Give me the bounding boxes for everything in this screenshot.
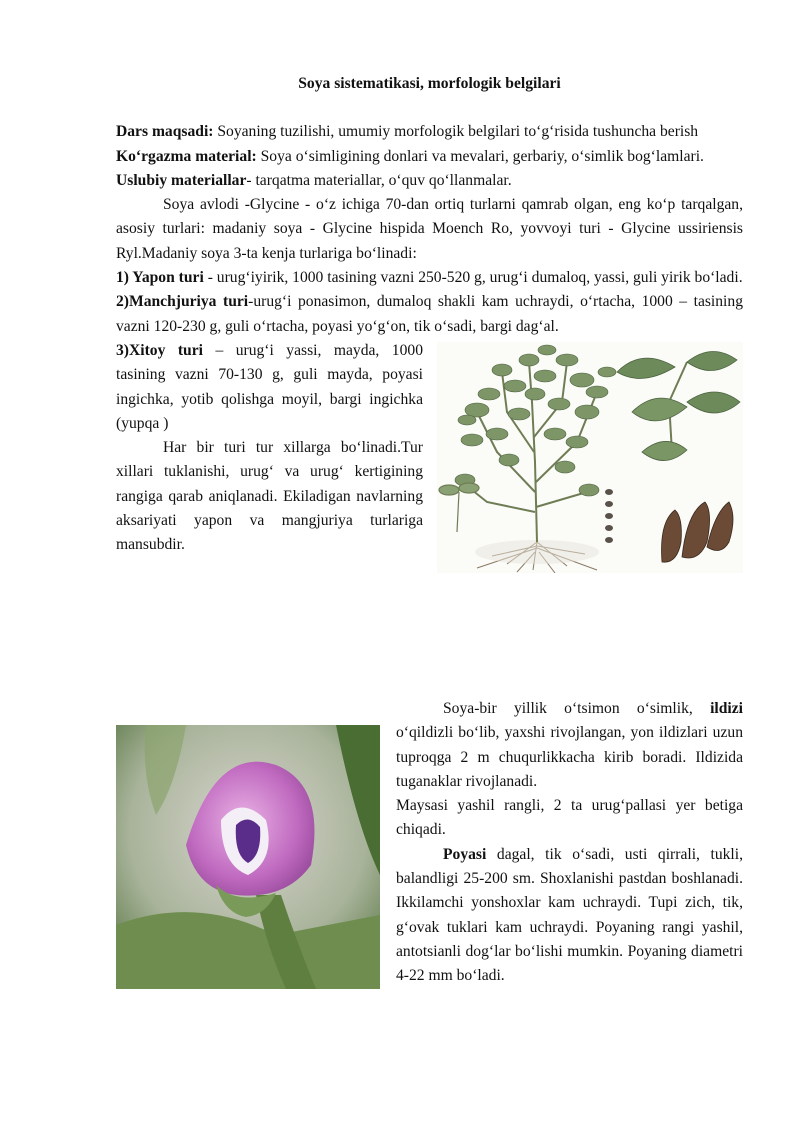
varieties-paragraph: Har bir turi tur xillarga bo‘linadi.Tur xillari tuklanishi, urug‘ va urug‘ kertigining rangiga qarab aniqlanadi. Ekiladigan navlarning aksariyati yapon va mangjuriya turlariga mansubdir.: [116, 439, 423, 554]
methodical-materials: [116, 169, 743, 193]
subspecies-label: 1) Yapon turi: [116, 269, 204, 287]
intro-paragraph: Soya avlodi -Glycine - o‘z ichiga 70-dan ortiq turlarni qamrab olgan, eng ko‘p tarqalgan, asosiy turlari: madaniy soya - Glycine hispida Moench Ro, yovvoyi turi - Glycine ussiriensis Ryl.Madaniy soya 3-ta kenja turlariga bo‘linadi:: [116, 196, 743, 262]
seedling-paragraph: Maysasi yashil rangli, 2 ta urug‘pallasi yer betiga chiqadi.: [396, 797, 743, 839]
exhibit-material-label: Ko‘rgazma material:: [116, 147, 257, 165]
methodical-materials-label: Uslubiy materiallar: [116, 171, 247, 189]
subspecies-text: -urug‘i ponasimon, dumaloq shakli kam uchraydi, o‘rtacha, 1000 – tasining vazni 120-230 g, guli o‘rtacha, poyasi yo‘g‘on, tik o‘sadi, bargi dag‘al.: [116, 293, 743, 335]
roots-label: ildizi: [710, 700, 743, 717]
exhibit-material: [116, 145, 743, 169]
lesson-goal: [116, 120, 743, 144]
subspecies-text: - urug‘iyirik, 1000 tasining vazni 250-520 g, urug‘i dumaloq, yassi, guli yirik bo‘ladi.: [203, 269, 743, 287]
exhibit-material-text: Soya o‘simligining donlari va mevalari, gerbariy, o‘simlik bog‘lamlari.: [256, 147, 704, 165]
subspecies-label: 2)Manchjuriya turi: [116, 293, 249, 311]
lesson-goal-label: Dars maqsadi:: [116, 123, 214, 141]
roots-text-after: o‘qildizli bo‘lib, yaxshi rivojlangan, yon ildizlari uzun tuproqga 2 m chuqurlikkacha kirib boradi. Ildizida tuganaklar rivojlanadi.: [396, 724, 743, 790]
subspecies-text: – urug‘i yassi, mayda, 1000 tasining vazni 70-130 g, guli mayda, poyasi ingichka, yotib qolishga moyil, bargi ingichka (yupqa ): [116, 341, 423, 432]
subspecies-label: 3)Xitoy turi: [116, 341, 203, 359]
subspecies-manchurian: [116, 290, 743, 339]
lesson-goal-text: Soyaning tuzilishi, umumiy morfologik belgilari to‘g‘risida tushuncha berish: [213, 123, 699, 141]
soybean-plant-drawing: [437, 342, 743, 573]
page-title: Soya sistematikasi, morfologik belgilari: [298, 75, 561, 92]
document-page: [116, 72, 743, 577]
methodical-materials-text: - tarqatma materiallar, o‘quv qo‘llanmalar.: [246, 171, 512, 189]
soybean-flower-image: [116, 725, 380, 989]
soybean-plant-illustration: [437, 342, 743, 573]
subspecies-japanese: [116, 266, 743, 290]
lower-section: [116, 697, 743, 993]
stem-label: Poyasi: [443, 845, 487, 863]
stem-text: dagal, tik o‘sadi, usti qirrali, tukli, balandligi 25-200 sm. Shoxlanishi pastdan boshlanadi. Ikkilamchi yonshoxlar kam uchraydi. Tupi zich, tik, g‘ovak tuklari kam uchraydi. Poyaning rangi yashil, antotsianli dog‘lar bo‘lishi mumkin. Poyaning diametri 4-22 mm bo‘ladi.: [396, 845, 743, 985]
soybean-flower-photo: [116, 725, 380, 989]
roots-text-before: Soya-bir yillik o‘tsimon o‘simlik,: [443, 700, 711, 717]
